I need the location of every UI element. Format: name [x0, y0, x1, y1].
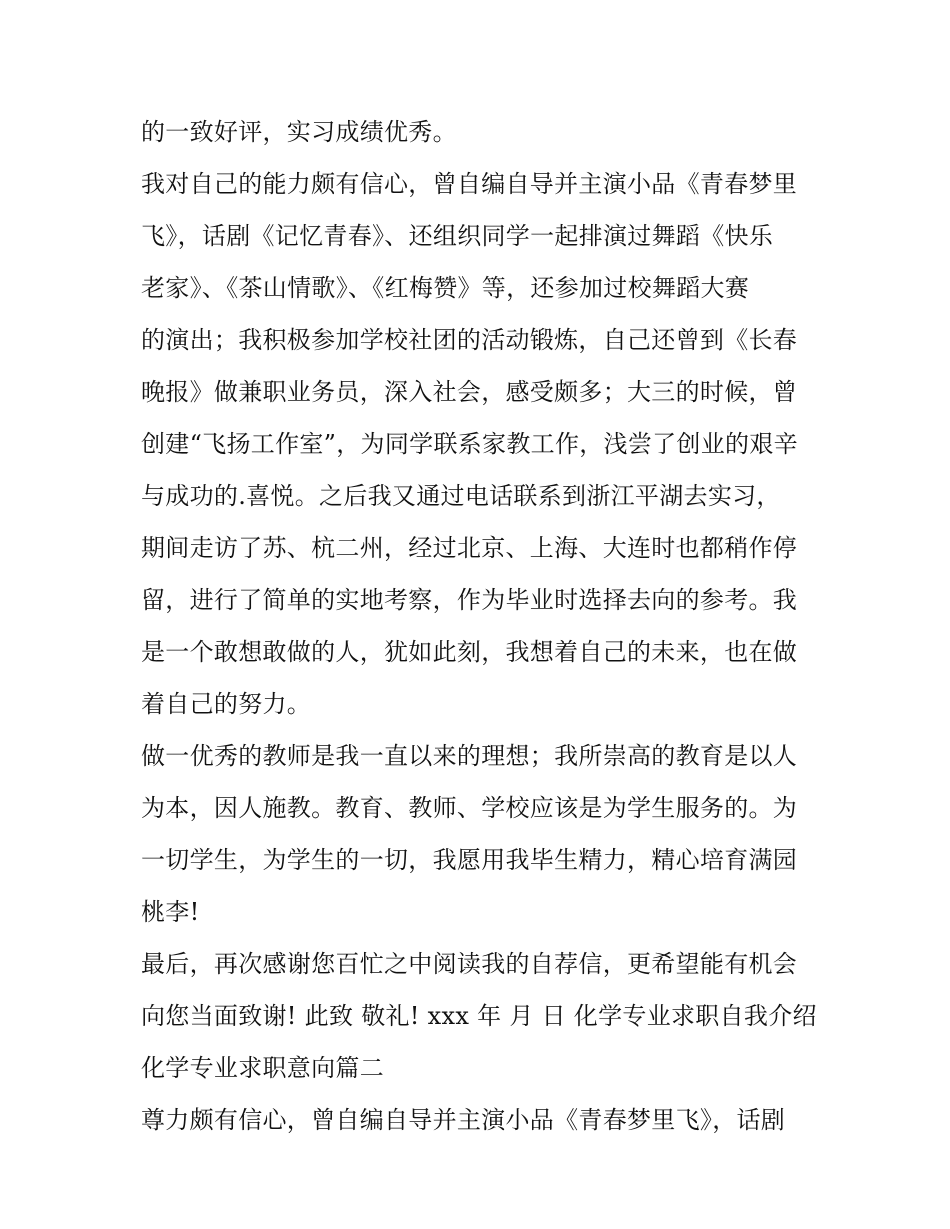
- text-line: 一切学生，为学生的一切，我愿用我毕生精力，精心培育满园: [141, 846, 798, 874]
- text-line: 的一致好评，实习成绩优秀。: [141, 118, 457, 146]
- document-body: [141, 106, 821, 1146]
- text-line: 尊力颇有信心，曾自编自导并主演小品《青春梦里飞》，话剧: [141, 1106, 786, 1134]
- text-line: 最后，再次感谢您百忙之中阅读我的自荐信，更希望能有机会: [141, 950, 798, 978]
- text-line: 创建“飞扬工作室”，为同学联系家教工作，浅尝了创业的艰辛: [141, 430, 798, 458]
- text-line: 我对自己的能力颇有信心，曾自编自导并主演小品《青春梦里: [141, 170, 798, 198]
- text-line: 做一优秀的教师是我一直以来的理想；我所崇高的教育是以人: [141, 742, 798, 770]
- text-line: 着自己的努力。: [141, 690, 312, 718]
- text-line: 飞》，话剧《记忆青春》、还组织同学一起排演过舞蹈《快乐: [141, 222, 774, 250]
- text-line: 桃李!: [141, 898, 200, 926]
- text-line: 为本，因人施教。教育、教师、学校应该是为学生服务的。为: [141, 794, 798, 822]
- text-line: 与成功的.喜悦。之后我又通过电话联系到浙江平湖去实习，: [141, 482, 781, 510]
- text-line: 期间走访了苏、杭二州，经过北京、上海、大连时也都稍作停: [141, 534, 798, 562]
- text-line: 晚报》做兼职业务员，深入社会，感受颇多；大三的时候，曾: [141, 378, 798, 406]
- text-line: 向您当面致谢! 此致 敬礼! xxx 年 月 日 化学专业求职自我介绍: [141, 1002, 817, 1030]
- text-line: 化学专业求职意向篇二: [141, 1054, 384, 1082]
- text-line: 留，进行了简单的实地考察，作为毕业时选择去向的参考。我: [141, 586, 798, 614]
- text-line: 老家》、《茶山情歌》、《红梅赞》等，还参加过校舞蹈大赛: [141, 274, 750, 302]
- text-line: 是一个敢想敢做的人，犹如此刻，我想着自己的未来，也在做: [141, 638, 798, 666]
- text-line: 的演出；我积极参加学校社团的活动锻炼，自己还曾到《长春: [141, 326, 798, 354]
